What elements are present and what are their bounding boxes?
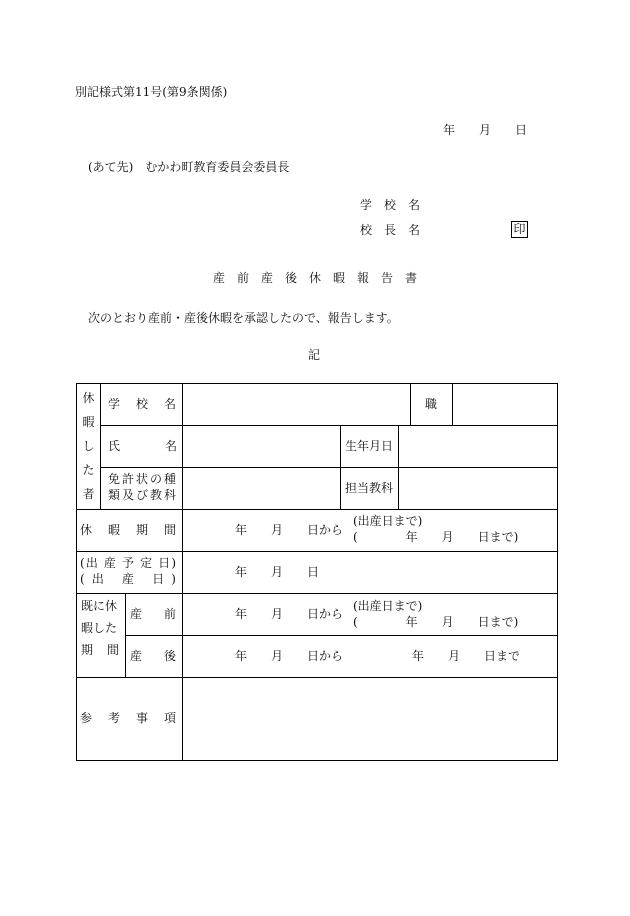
school-name-value-cell	[183, 384, 410, 425]
taken-leave-label-line-1: 既に休	[81, 599, 118, 613]
table-line	[340, 425, 341, 509]
table-line	[76, 593, 557, 594]
person-on-leave-label: 休暇した者	[82, 391, 95, 501]
table-line	[125, 635, 557, 636]
postnatal-from: 年 月 日から	[235, 649, 344, 663]
document-title: 産 前 産 後 休 暇 報 告 書	[213, 271, 418, 285]
birth-date-label: (出 産 日)	[80, 572, 176, 586]
record-heading: 記	[308, 348, 321, 362]
subject-label: 担当教科	[344, 481, 393, 495]
leave-period-until: ( 年 月 日まで)	[353, 530, 519, 544]
postnatal-label: 産 後	[130, 649, 176, 663]
addressee: (あて先) むかわ町教育委員会委員長	[88, 160, 290, 174]
remarks-value-cell	[183, 678, 557, 760]
license-label-line-2: 類及び教科	[108, 488, 179, 502]
subject-value-cell	[399, 468, 557, 509]
birth-date-value: 年 月 日	[235, 565, 320, 579]
school-name-label: 学 校 名	[108, 397, 176, 411]
table-line	[76, 509, 557, 510]
leave-period-label: 休 暇 期 間	[80, 523, 176, 537]
taken-leave-label-line-2: 暇した	[81, 621, 118, 635]
position-label: 職	[424, 397, 437, 411]
birthdate-label: 生年月日	[344, 439, 393, 453]
remarks-label: 参 考 事 項	[80, 711, 176, 725]
prenatal-until: ( 年 月 日まで)	[353, 615, 519, 629]
form-number: 別記様式第11号(第9条関係)	[75, 85, 228, 99]
seal-mark: 印	[513, 222, 526, 236]
sender-school-name-label: 学 校 名	[360, 198, 421, 212]
name-label: 氏 名	[108, 439, 177, 453]
license-label-line-1: 免許状の種	[108, 472, 179, 486]
table-line	[125, 593, 126, 677]
leave-period-from: 年 月 日から	[235, 523, 344, 537]
sender-principal-name-label: 校 長 名	[360, 223, 421, 237]
table-line	[76, 551, 557, 552]
taken-leave-label-line-3: 期 間	[81, 643, 119, 657]
table-line	[100, 383, 101, 509]
prenatal-until-birth: (出産日まで)	[353, 599, 423, 613]
seal-box	[511, 221, 528, 238]
license-value-cell	[183, 468, 340, 509]
prenatal-from: 年 月 日から	[235, 607, 344, 621]
intro-text: 次のとおり産前・産後休暇を承認したので、報告します。	[88, 311, 399, 325]
birthdate-value-cell	[399, 426, 557, 467]
expected-birth-date-label: (出 産 予 定 日)	[80, 556, 176, 570]
prenatal-label: 産 前	[130, 607, 176, 621]
position-value-cell	[453, 384, 557, 425]
report-date: 年 月 日	[443, 123, 528, 137]
leave-period-until-birth: (出産日まで)	[353, 514, 423, 528]
name-value-cell	[183, 426, 340, 467]
postnatal-until: 年 月 日まで	[412, 649, 521, 663]
